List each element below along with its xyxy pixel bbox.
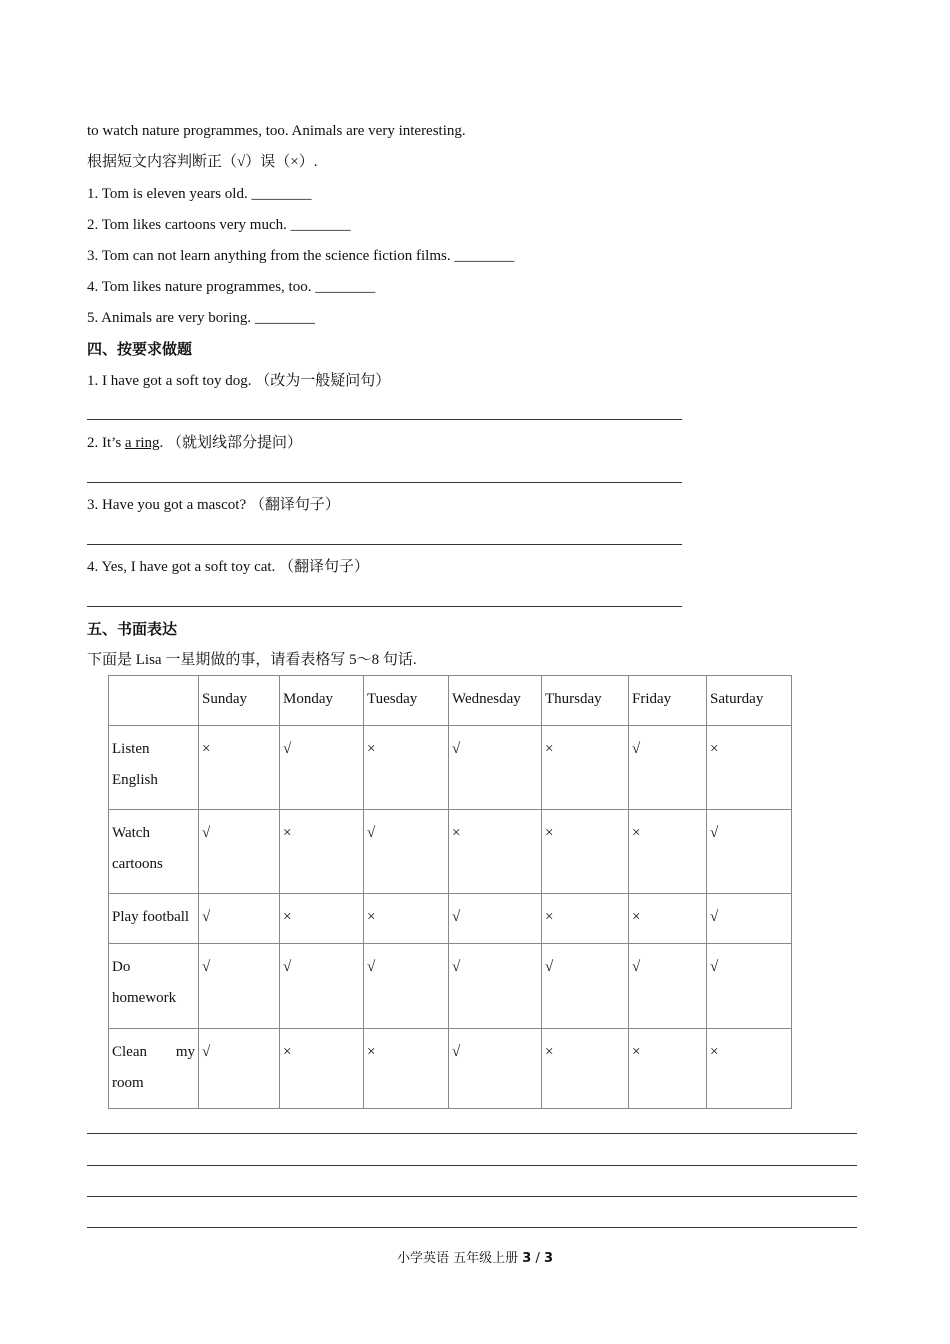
reading-tail: to watch nature programmes, too. Animals are very interesting. [87, 123, 466, 139]
question-4: 4. Tom likes nature programmes, too. ________ [87, 279, 376, 295]
mark-cell: √ [364, 810, 449, 894]
mark-cell: √ [449, 726, 542, 810]
table-row [109, 894, 792, 944]
mark-cell: √ [280, 944, 364, 1029]
mark-cell: × [542, 726, 629, 810]
mark-cell: × [542, 894, 629, 944]
footer-page-total: 3 [543, 1251, 554, 1266]
activity-cell: Watch cartoons [109, 810, 199, 894]
mark-cell: × [280, 894, 364, 944]
footer-page-number: 3 [522, 1251, 532, 1266]
mark-cell: × [364, 1029, 449, 1109]
mark-cell: √ [707, 810, 792, 894]
answer-line-1[interactable] [87, 419, 682, 420]
section-5-heading: 五、书面表达 [87, 620, 178, 638]
day-header: Wednesday [449, 676, 542, 726]
mark-cell: × [707, 726, 792, 810]
task-2 [87, 433, 302, 453]
header-blank-cell [109, 676, 199, 726]
mark-cell: × [280, 810, 364, 894]
answer-line-2[interactable] [87, 482, 682, 483]
mark-cell: √ [199, 1029, 280, 1109]
writing-line-4[interactable] [87, 1227, 857, 1228]
mark-cell: √ [449, 944, 542, 1029]
mark-cell: × [629, 810, 707, 894]
activity-cell: Do homework [109, 944, 199, 1029]
mark-cell: × [542, 1029, 629, 1109]
mark-cell: × [364, 894, 449, 944]
writing-line-2[interactable] [87, 1165, 857, 1166]
mark-cell: × [707, 1029, 792, 1109]
mark-cell: √ [707, 894, 792, 944]
task-2-underlined: a ring [124, 435, 160, 451]
activity-cell: Clean my room [109, 1029, 199, 1109]
mark-cell: × [364, 726, 449, 810]
table-header-row [109, 676, 792, 726]
weekly-schedule-table [108, 675, 792, 1109]
question-5: 5. Animals are very boring. ________ [87, 310, 315, 326]
mark-cell: × [629, 1029, 707, 1109]
mark-cell: √ [364, 944, 449, 1029]
day-header: Tuesday [364, 676, 449, 726]
mark-cell: × [280, 1029, 364, 1109]
mark-cell: √ [449, 1029, 542, 1109]
writing-line-3[interactable] [87, 1196, 857, 1197]
mark-cell: × [542, 810, 629, 894]
mark-cell: √ [629, 944, 707, 1029]
mark-cell: √ [199, 810, 280, 894]
mark-cell: √ [707, 944, 792, 1029]
activity-cell: Play football [109, 894, 199, 944]
answer-line-4[interactable] [87, 606, 682, 607]
task-1: 1. I have got a soft toy dog. （改为一般疑问句） [87, 373, 391, 389]
mark-cell: √ [449, 894, 542, 944]
table-row [109, 944, 792, 1029]
table-row [109, 810, 792, 894]
answer-line-3[interactable] [87, 544, 682, 545]
mark-cell: √ [199, 894, 280, 944]
writing-instruction: 下面是 Lisa 一星期做的事，请看表格写 5～8 句话. [87, 652, 417, 668]
day-header: Sunday [199, 676, 280, 726]
mark-cell: √ [280, 726, 364, 810]
mark-cell: √ [629, 726, 707, 810]
page-footer [0, 1247, 950, 1266]
mark-cell: × [199, 726, 280, 810]
writing-line-1[interactable] [87, 1133, 857, 1134]
table-row [109, 1029, 792, 1109]
mark-cell: √ [199, 944, 280, 1029]
footer-subject: 小学英语 [396, 1251, 449, 1266]
day-header: Saturday [707, 676, 792, 726]
question-3: 3. Tom can not learn anything from the science fiction films. ________ [87, 248, 515, 264]
activity-cell: Listen English [109, 726, 199, 810]
question-1: 1. Tom is eleven years old. ________ [87, 186, 312, 202]
task-2-prefix: 2. It’s [87, 435, 125, 451]
day-header: Friday [629, 676, 707, 726]
table-row [109, 726, 792, 810]
mark-cell: √ [542, 944, 629, 1029]
section-4-heading: 四、按要求做题 [87, 340, 193, 358]
footer-grade: 五年级上册 [453, 1251, 519, 1266]
task-2-suffix: . （就划线部分提问） [159, 435, 303, 451]
question-2: 2. Tom likes cartoons very much. ________ [87, 217, 351, 233]
day-header: Thursday [542, 676, 629, 726]
mark-cell: × [629, 894, 707, 944]
judgement-instruction: 根据短文内容判断正（√）误（×）. [87, 154, 318, 170]
task-3: 3. Have you got a mascot? （翻译句子） [87, 497, 340, 513]
mark-cell: × [449, 810, 542, 894]
footer-separator: / [535, 1251, 540, 1266]
task-4: 4. Yes, I have got a soft toy cat. （翻译句子） [87, 559, 370, 575]
day-header: Monday [280, 676, 364, 726]
